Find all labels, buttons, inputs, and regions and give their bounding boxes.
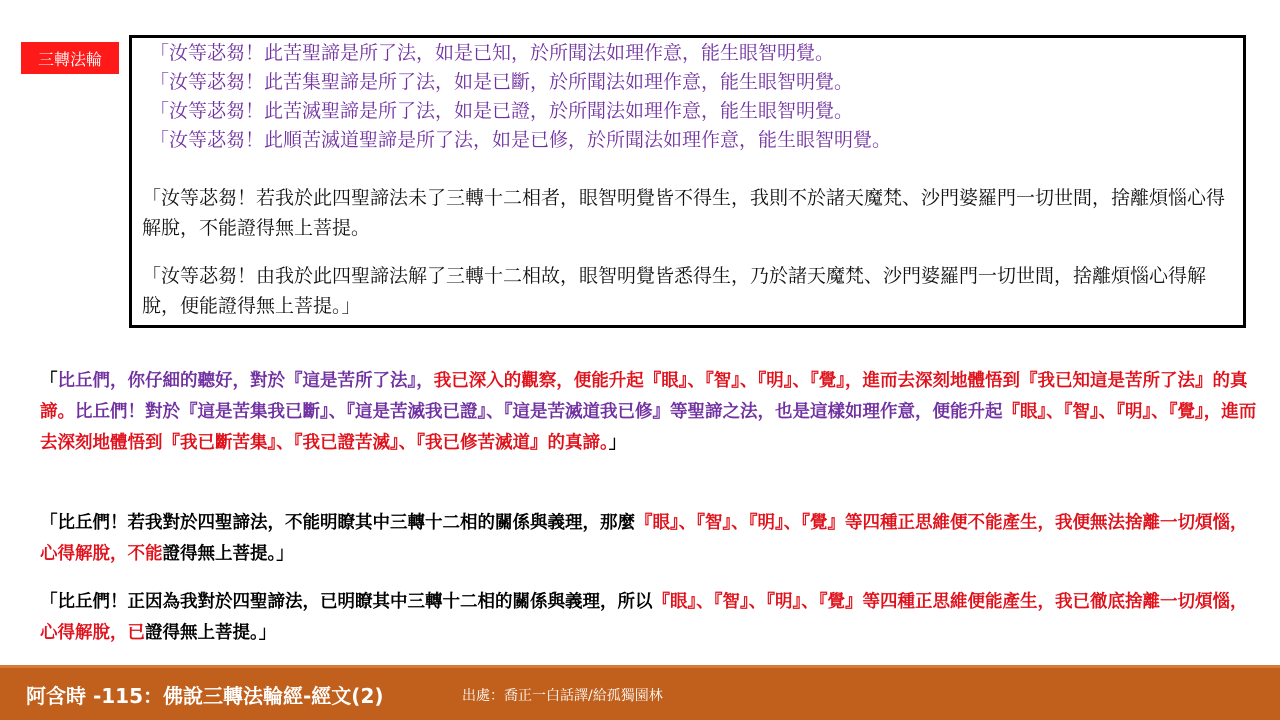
text-segment: 比丘們！對於『這是苦集我已斷』、『這是苦滅我已證』、『這是苦滅道我已修』等聖諦之法，也是這樣如理作意，便能升起 (75, 402, 1003, 422)
footer-title: 阿含時 -115：佛說三轉法輪經-經文(2) (26, 684, 384, 708)
text-segment: 『眼』、『智』、『明』、『覺』等四種正思維便不能產生，我便無法捨離一切煩惱，心得解脫，不能 (40, 513, 1248, 564)
text-segment: 「比丘們！若我對於四聖諦法，不能明瞭其中三轉十二相的關係與義理，那麼 (40, 513, 635, 533)
sutra-line-2: 「汝等苾芻！此苦集聖諦是所了法，如是已斷，於所聞法如理作意，能生眼智明覺。 (150, 71, 854, 93)
text-segment: 證得無上菩提。」 (162, 544, 294, 564)
sutra-paragraph-2: 「汝等苾芻！由我於此四聖諦法解了三轉十二相故，眼智明覺皆悉得生，乃於諸天魔梵、沙門婆羅門一切世間，捨離煩惱心得解脫，便能證得無上菩提。」 (142, 265, 1207, 317)
explanation-paragraph-3 (40, 587, 1260, 649)
text-segment: 『眼』、『智』、『明』、『覺』，進而去深刻地體悟到『我已斷苦集』、『我已證苦滅』、『我已修苦滅道』的真諦。 (40, 402, 1257, 453)
footer-divider (0, 665, 1280, 668)
text-segment: 比丘們，你仔細的聽好，對於『這是苦所了法』， (57, 371, 434, 391)
section-tag: 三轉法輪 (21, 42, 119, 74)
explanation-paragraph-1 (40, 366, 1260, 459)
explanation-paragraph-2 (40, 508, 1260, 570)
text-segment: 「 (40, 371, 58, 391)
sutra-line-1: 「汝等苾芻！此苦聖諦是所了法，如是已知，於所聞法如理作意，能生眼智明覺。 (150, 42, 835, 64)
sutra-line-3: 「汝等苾芻！此苦滅聖諦是所了法，如是已證，於所聞法如理作意，能生眼智明覺。 (150, 100, 854, 122)
text-segment: 我已深入的觀察，便能升起『眼』、『智』、『明』、『覺』，進而去深刻地體悟到『我已知這是苦所了法』的真諦。 (40, 371, 1248, 422)
sutra-paragraph-1: 「汝等苾芻！若我於此四聖諦法未了三轉十二相者，眼智明覺皆不得生，我則不於諸天魔梵、沙門婆羅門一切世間，捨離煩惱心得解脫，不能證得無上菩提。 (142, 187, 1226, 239)
text-segment: 「比丘們！正因為我對於四聖諦法，已明瞭其中三轉十二相的關係與義理，所以 (40, 592, 653, 612)
text-segment: 『眼』、『智』、『明』、『覺』等四種正思維便能產生，我已徹底捨離一切煩惱，心得解脫，已 (40, 592, 1248, 643)
text-segment: 證得無上菩提。」 (145, 623, 277, 643)
text-segment: 」 (608, 433, 627, 453)
sutra-line-4: 「汝等苾芻！此順苦滅道聖諦是所了法，如是已修，於所聞法如理作意，能生眼智明覺。 (150, 129, 892, 151)
footer-source: 出處：喬正一白話譯/給孤獨園林 (462, 688, 663, 704)
